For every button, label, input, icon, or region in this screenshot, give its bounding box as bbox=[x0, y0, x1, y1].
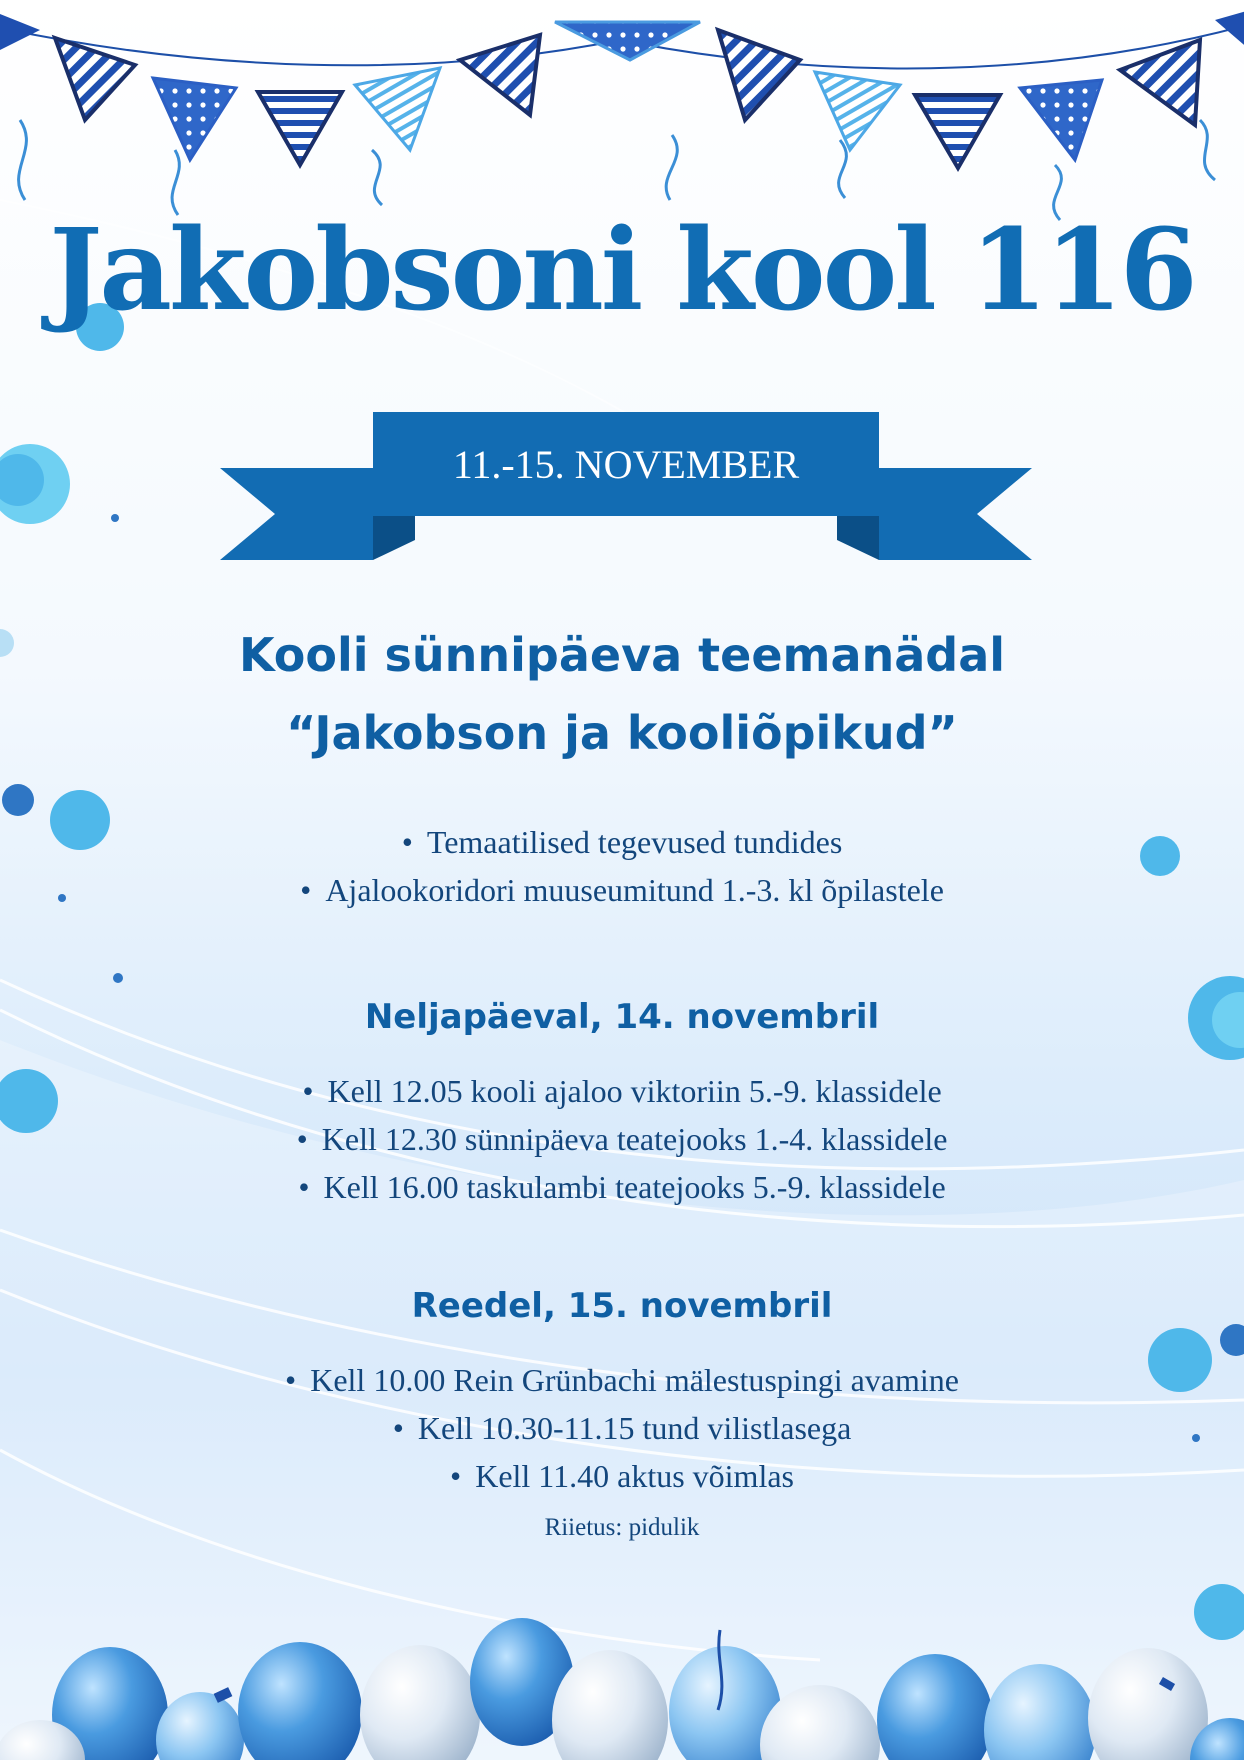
bullet-icon: • bbox=[300, 872, 312, 908]
list-item: • Kell 10.30-11.15 tund vilistlasega bbox=[392, 1410, 852, 1446]
page-title: Jakobsoni kool 116 bbox=[49, 205, 1195, 336]
bunting bbox=[0, 10, 1244, 220]
bullet-icon: • bbox=[401, 824, 413, 860]
list-item: • Kell 10.00 Rein Grünbachi mälestuspingi avamine bbox=[285, 1362, 959, 1398]
bullet-icon: • bbox=[302, 1073, 314, 1109]
list-item: • Temaatilised tegevused tundides bbox=[401, 824, 843, 860]
day2-schedule-list bbox=[0, 1356, 1244, 1500]
theme-heading-line1: Kooli sünnipäeva teemanädal bbox=[238, 628, 1006, 682]
day1-heading: Neljapäeval, 14. novembril bbox=[364, 997, 880, 1037]
list-item: • Kell 12.30 sünnipäeva teatejooks 1.-4. klassidele bbox=[296, 1121, 948, 1157]
list-item: • Ajalookoridori muuseumitund 1.-3. kl õpilastele bbox=[300, 872, 944, 908]
list-item: • Kell 16.00 taskulambi teatejooks 5.-9. klassidele bbox=[298, 1169, 946, 1205]
dress-code-note: Riietus: pidulik bbox=[544, 1514, 700, 1541]
intro-activity-list bbox=[0, 818, 1244, 914]
list-item: • Kell 12.05 kooli ajaloo viktoriin 5.-9. klassidele bbox=[302, 1073, 942, 1109]
day2-heading: Reedel, 15. novembril bbox=[411, 1286, 833, 1326]
bullet-icon: • bbox=[296, 1121, 308, 1157]
bullet-icon: • bbox=[450, 1458, 462, 1494]
bullet-icon: • bbox=[285, 1362, 297, 1398]
date-ribbon-label: 11.-15. NOVEMBER bbox=[452, 441, 800, 487]
list-item: • Kell 11.40 aktus võimlas bbox=[450, 1458, 794, 1494]
theme-heading-line2: “Jakobson ja kooliõpikud” bbox=[286, 706, 958, 760]
day1-schedule-list bbox=[0, 1067, 1244, 1211]
bullet-icon: • bbox=[392, 1410, 404, 1446]
bullet-icon: • bbox=[298, 1169, 310, 1205]
